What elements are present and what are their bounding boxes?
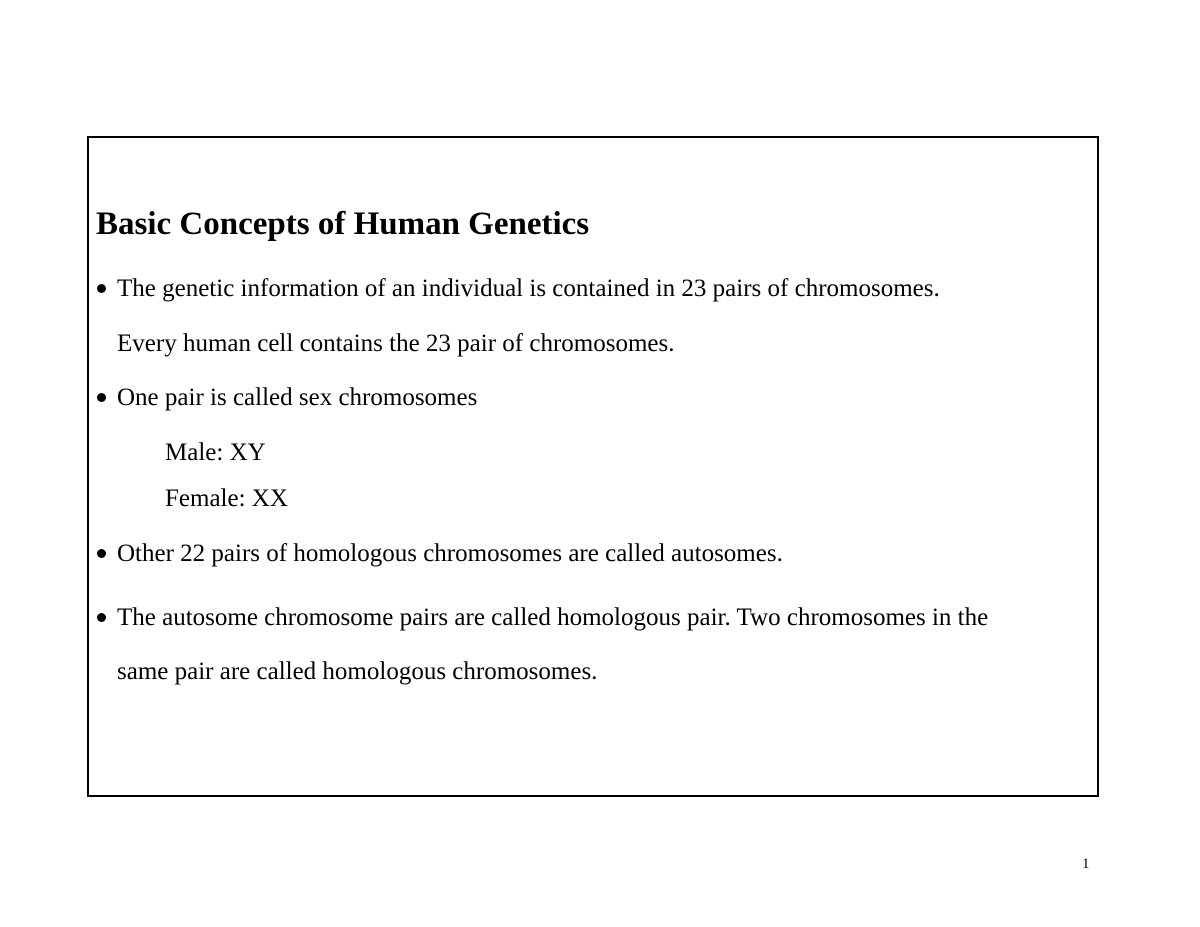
sub-item-female: Female: XX [165,485,288,512]
bullet-1-line-2: Every human cell contains the 23 pair of chromosomes. [117,330,675,357]
bullet-marker-1 [97,284,106,293]
bullet-marker-4 [97,613,106,622]
bullet-3-line-1: Other 22 pairs of homologous chromosomes are called autosomes. [117,540,783,567]
sub-item-male: Male: XY [165,439,266,466]
bullet-4-line-1: The autosome chromosome pairs are called homologous pair. Two chromosomes in the [117,604,989,631]
page-title: Basic Concepts of Human Genetics [96,206,590,242]
bullet-marker-2 [97,393,106,402]
bullet-1-line-1: The genetic information of an individual is contained in 23 pairs of chromosomes. [117,275,940,302]
bullet-4-line-2: same pair are called homologous chromosomes. [117,658,598,685]
page-number: 1 [1082,856,1090,872]
bullet-2-line-1: One pair is called sex chromosomes [117,384,478,411]
bullet-marker-3 [97,549,106,558]
